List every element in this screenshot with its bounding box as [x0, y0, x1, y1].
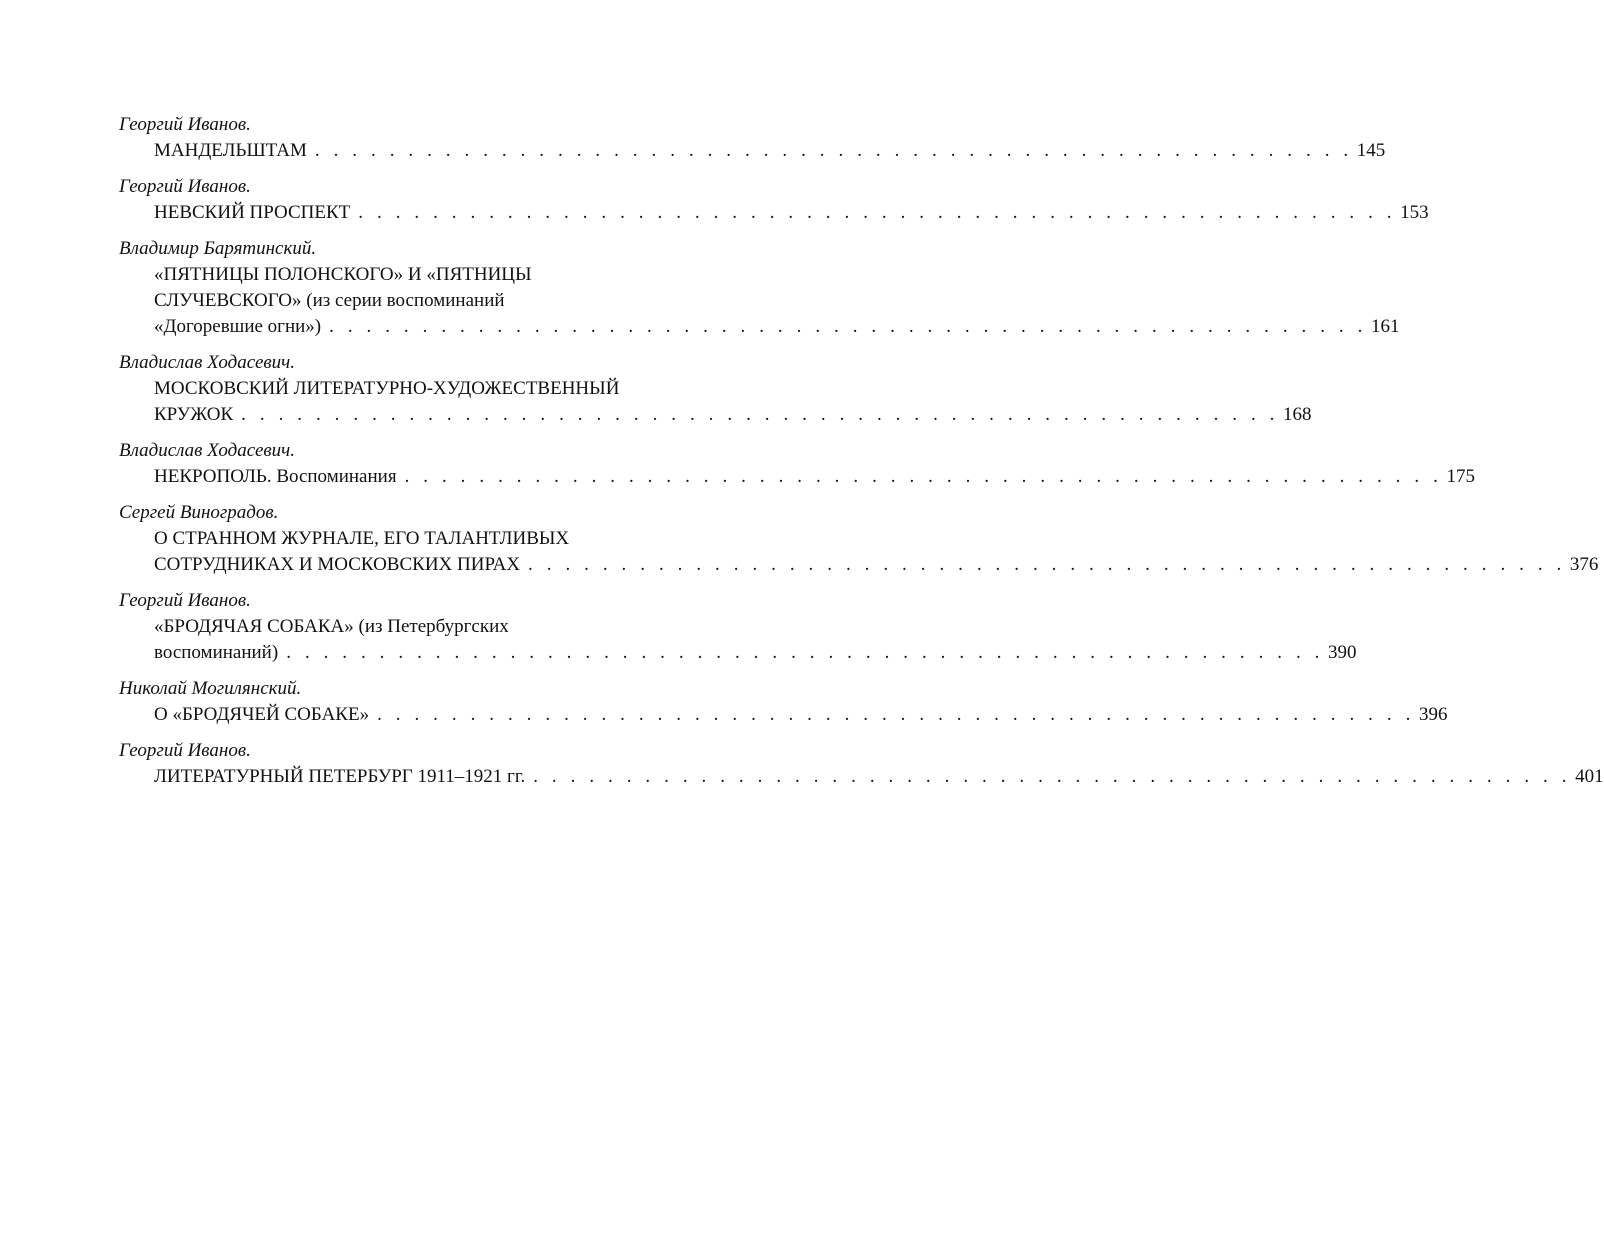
- toc-title-line: [154, 314, 1400, 340]
- toc-author: Георгий Иванов.: [119, 590, 251, 611]
- toc-title: [119, 764, 1604, 790]
- leader-dots: . . . . . . . . . . . . . . . . . . . . . . . . . . . . . . . . . . . . . . . . . . . . . . . . . . . . . . . .: [329, 316, 1367, 337]
- toc-author: Владислав Ходасевич.: [119, 440, 295, 461]
- toc-entry: [119, 738, 1604, 790]
- toc-page-number: 153: [1400, 202, 1429, 223]
- toc-title-text: НЕКРОПОЛЬ. Воспоминания: [154, 466, 397, 487]
- leader-dots: . . . . . . . . . . . . . . . . . . . . . . . . . . . . . . . . . . . . . . . . . . . . . . . . . . . . . . . .: [377, 704, 1415, 725]
- leader-dots: . . . . . . . . . . . . . . . . . . . . . . . . . . . . . . . . . . . . . . . . . . . . . . . . . . . . . . . .: [314, 140, 1353, 161]
- leader-dots: . . . . . . . . . . . . . . . . . . . . . . . . . . . . . . . . . . . . . . . . . . . . . . . . . . . . . . . .: [528, 554, 1566, 575]
- toc-entry: [119, 236, 1400, 340]
- toc-title-line: СЛУЧЕВСКОГО» (из серии воспоминаний: [154, 290, 505, 311]
- toc-title-line: «ПЯТНИЦЫ ПОЛОНСКОГО» И «ПЯТНИЦЫ: [154, 264, 532, 285]
- toc-title-line: [154, 402, 1312, 428]
- toc-author: Владимир Барятинский.: [119, 238, 317, 259]
- toc-entry: [119, 500, 1599, 578]
- leader-dots: . . . . . . . . . . . . . . . . . . . . . . . . . . . . . . . . . . . . . . . . . . . . . . . . . . . . . . . .: [404, 466, 1443, 487]
- toc-page-number: 161: [1370, 316, 1400, 337]
- toc-title-line: [154, 764, 1604, 790]
- toc-title: [119, 200, 1429, 226]
- toc-title-text: СОТРУДНИКАХ И МОСКОВСКИХ ПИРАХ: [154, 554, 521, 575]
- toc-page-number: 145: [1356, 140, 1386, 161]
- toc-author: Владислав Ходасевич.: [119, 352, 295, 373]
- leader-dots: . . . . . . . . . . . . . . . . . . . . . . . . . . . . . . . . . . . . . . . . . . . . . . . . . . . . . . . .: [286, 642, 1325, 663]
- toc-title-line: [154, 552, 1599, 578]
- toc-entry: [119, 676, 1448, 728]
- toc-title-line: «БРОДЯЧАЯ СОБАКА» (из Петербургских: [154, 616, 509, 637]
- toc-title-text: ЛИТЕРАТУРНЫЙ ПЕТЕРБУРГ 1911–1921 гг.: [154, 766, 526, 787]
- toc-title-text: воспоминаний): [154, 642, 279, 663]
- toc-title: [119, 262, 1400, 340]
- toc-entry: [119, 174, 1429, 226]
- toc-title-text: «Догоревшие огни»): [154, 316, 322, 337]
- toc-title-text: МАНДЕЛЬШТАМ: [154, 140, 307, 161]
- toc-title-line: О СТРАННОМ ЖУРНАЛЕ, ЕГО ТАЛАНТЛИВЫХ: [154, 528, 570, 549]
- toc-page-number: 396: [1418, 704, 1448, 725]
- toc-page-number: 168: [1283, 404, 1312, 425]
- toc-page-number: 376: [1569, 554, 1599, 575]
- toc-author: Георгий Иванов.: [119, 740, 251, 761]
- toc-title-text: О «БРОДЯЧЕЙ СОБАКЕ»: [154, 704, 370, 725]
- table-of-contents: [119, 112, 1604, 800]
- toc-title-line: [154, 640, 1357, 666]
- toc-title: [119, 614, 1357, 666]
- toc-title-text: КРУЖОК: [154, 404, 234, 425]
- leader-dots: . . . . . . . . . . . . . . . . . . . . . . . . . . . . . . . . . . . . . . . . . . . . . . . . . . . . . . . .: [241, 404, 1280, 425]
- toc-author: Николай Могилянский.: [119, 678, 302, 699]
- toc-author: Сергей Виноградов.: [119, 502, 279, 523]
- toc-title: [119, 702, 1448, 728]
- leader-dots: . . . . . . . . . . . . . . . . . . . . . . . . . . . . . . . . . . . . . . . . . . . . . . . . . . . . . . . .: [533, 766, 1572, 787]
- toc-title-line: [154, 138, 1386, 164]
- toc-page-number: 390: [1328, 642, 1357, 663]
- leader-dots: . . . . . . . . . . . . . . . . . . . . . . . . . . . . . . . . . . . . . . . . . . . . . . . . . . . . . . . .: [358, 202, 1397, 223]
- toc-title: [119, 138, 1386, 164]
- toc-title-line: [154, 702, 1448, 728]
- toc-title: [119, 376, 1312, 428]
- toc-title: [119, 464, 1475, 490]
- toc-page-number: 401: [1575, 766, 1604, 787]
- toc-entry: [119, 112, 1386, 164]
- toc-title-line: МОСКОВСКИЙ ЛИТЕРАТУРНО-ХУДОЖЕСТВЕННЫЙ: [154, 378, 620, 399]
- toc-author: Георгий Иванов.: [119, 114, 251, 135]
- toc-entry: [119, 350, 1312, 428]
- toc-title-text: НЕВСКИЙ ПРОСПЕКТ: [154, 202, 351, 223]
- toc-title-line: [154, 464, 1475, 490]
- toc-entry: [119, 438, 1475, 490]
- toc-title: [119, 526, 1599, 578]
- toc-entry: [119, 588, 1357, 666]
- toc-page-number: 175: [1446, 466, 1475, 487]
- toc-author: Георгий Иванов.: [119, 176, 251, 197]
- toc-title-line: [154, 200, 1429, 226]
